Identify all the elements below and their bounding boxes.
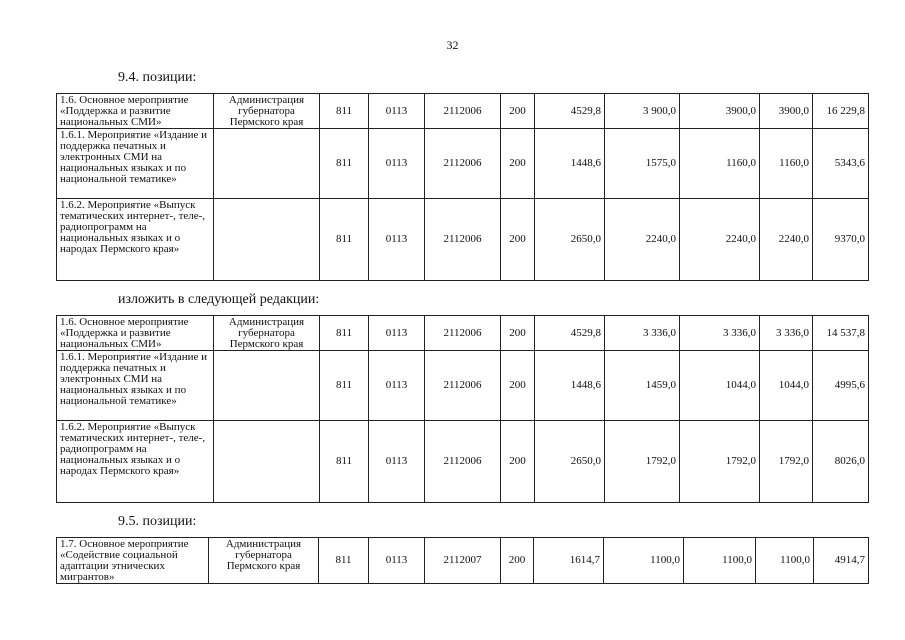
table-row	[57, 199, 869, 281]
cell-section: 0113	[369, 351, 425, 421]
cell-admin	[214, 351, 320, 421]
cell-target: 2112007	[425, 538, 501, 584]
cell-section: 0113	[369, 316, 425, 351]
cell-value-4: 3 336,0	[760, 316, 813, 351]
cell-value-3: 1044,0	[680, 351, 760, 421]
cell-admin	[214, 421, 320, 503]
cell-value-3: 3 336,0	[680, 316, 760, 351]
cell-type: 200	[501, 351, 535, 421]
cell-value-4: 1160,0	[760, 129, 813, 199]
cell-value-3: 1160,0	[680, 129, 760, 199]
table-positions-9-4	[56, 93, 869, 281]
heading-9-5: 9.5. позиции:	[118, 514, 197, 529]
cell-admin	[214, 129, 320, 199]
cell-value-2: 1575,0	[605, 129, 680, 199]
cell-section: 0113	[369, 129, 425, 199]
cell-value-2: 1792,0	[605, 421, 680, 503]
cell-value-1: 2650,0	[535, 421, 605, 503]
cell-admin	[214, 199, 320, 281]
table-positions-9-5	[56, 537, 869, 584]
cell-value-2: 1459,0	[605, 351, 680, 421]
cell-target: 2112006	[425, 94, 501, 129]
cell-target: 2112006	[425, 129, 501, 199]
table-row	[57, 351, 869, 421]
cell-type: 200	[501, 316, 535, 351]
cell-value-1: 1448,6	[535, 129, 605, 199]
cell-code: 811	[320, 316, 369, 351]
cell-total: 14 537,8	[813, 316, 869, 351]
cell-code: 811	[320, 199, 369, 281]
cell-code: 811	[320, 421, 369, 503]
cell-name: 1.6.2. Мероприятие «Выпуск тематических интернет-, теле-, радиопрограмм на национальных языках и о народах Пермского края»	[57, 199, 214, 281]
cell-value-3: 1100,0	[684, 538, 756, 584]
cell-value-3: 2240,0	[680, 199, 760, 281]
cell-section: 0113	[369, 538, 425, 584]
cell-total: 16 229,8	[813, 94, 869, 129]
cell-admin: Администрация губернатора Пермского края	[214, 94, 320, 129]
cell-total: 4914,7	[814, 538, 869, 584]
cell-type: 200	[501, 199, 535, 281]
cell-total: 5343,6	[813, 129, 869, 199]
cell-target: 2112006	[425, 316, 501, 351]
cell-name: 1.6. Основное мероприятие «Поддержка и развитие национальных СМИ»	[57, 94, 214, 129]
cell-code: 811	[320, 351, 369, 421]
cell-value-4: 3900,0	[760, 94, 813, 129]
cell-type: 200	[501, 538, 534, 584]
cell-value-4: 1792,0	[760, 421, 813, 503]
cell-name: 1.6.2. Мероприятие «Выпуск тематических интернет-, теле-, радиопрограмм на национальных языках и о народах Пермского края»	[57, 421, 214, 503]
cell-type: 200	[501, 94, 535, 129]
cell-section: 0113	[369, 199, 425, 281]
cell-value-2: 3 900,0	[605, 94, 680, 129]
table-row	[57, 421, 869, 503]
cell-target: 2112006	[425, 421, 501, 503]
table-row	[57, 94, 869, 129]
cell-type: 200	[501, 129, 535, 199]
cell-target: 2112006	[425, 199, 501, 281]
cell-value-4: 2240,0	[760, 199, 813, 281]
cell-code: 811	[320, 129, 369, 199]
cell-admin: Администрация губернатора Пермского края	[209, 538, 319, 584]
table-row	[57, 129, 869, 199]
cell-total: 4995,6	[813, 351, 869, 421]
cell-name: 1.6.1. Мероприятие «Издание и поддержка печатных и электронных СМИ на национальных языках и по национальной тематике»	[57, 351, 214, 421]
cell-name: 1.6.1. Мероприятие «Издание и поддержка печатных и электронных СМИ на национальных языках и по национальной тематике»	[57, 129, 214, 199]
cell-value-2: 2240,0	[605, 199, 680, 281]
cell-total: 9370,0	[813, 199, 869, 281]
heading-replace: изложить в следующей редакции:	[118, 292, 320, 307]
cell-section: 0113	[369, 94, 425, 129]
heading-9-4: 9.4. позиции:	[118, 70, 197, 85]
table-new-edition	[56, 315, 869, 503]
table-row	[57, 538, 869, 584]
cell-name: 1.6. Основное мероприятие «Поддержка и развитие национальных СМИ»	[57, 316, 214, 351]
cell-value-1: 4529,8	[535, 316, 605, 351]
cell-code: 811	[319, 538, 369, 584]
page-number: 32	[446, 38, 459, 52]
cell-value-1: 4529,8	[535, 94, 605, 129]
cell-value-4: 1044,0	[760, 351, 813, 421]
cell-value-3: 3900,0	[680, 94, 760, 129]
cell-total: 8026,0	[813, 421, 869, 503]
cell-code: 811	[320, 94, 369, 129]
cell-value-3: 1792,0	[680, 421, 760, 503]
cell-admin: Администрация губернатора Пермского края	[214, 316, 320, 351]
cell-value-1: 1614,7	[534, 538, 604, 584]
cell-value-1: 2650,0	[535, 199, 605, 281]
cell-section: 0113	[369, 421, 425, 503]
cell-name: 1.7. Основное мероприятие «Содействие социальной адаптации этнических мигрантов»	[57, 538, 209, 584]
cell-value-2: 3 336,0	[605, 316, 680, 351]
table-row	[57, 316, 869, 351]
cell-value-1: 1448,6	[535, 351, 605, 421]
cell-value-4: 1100,0	[756, 538, 814, 584]
cell-value-2: 1100,0	[604, 538, 684, 584]
cell-type: 200	[501, 421, 535, 503]
cell-target: 2112006	[425, 351, 501, 421]
